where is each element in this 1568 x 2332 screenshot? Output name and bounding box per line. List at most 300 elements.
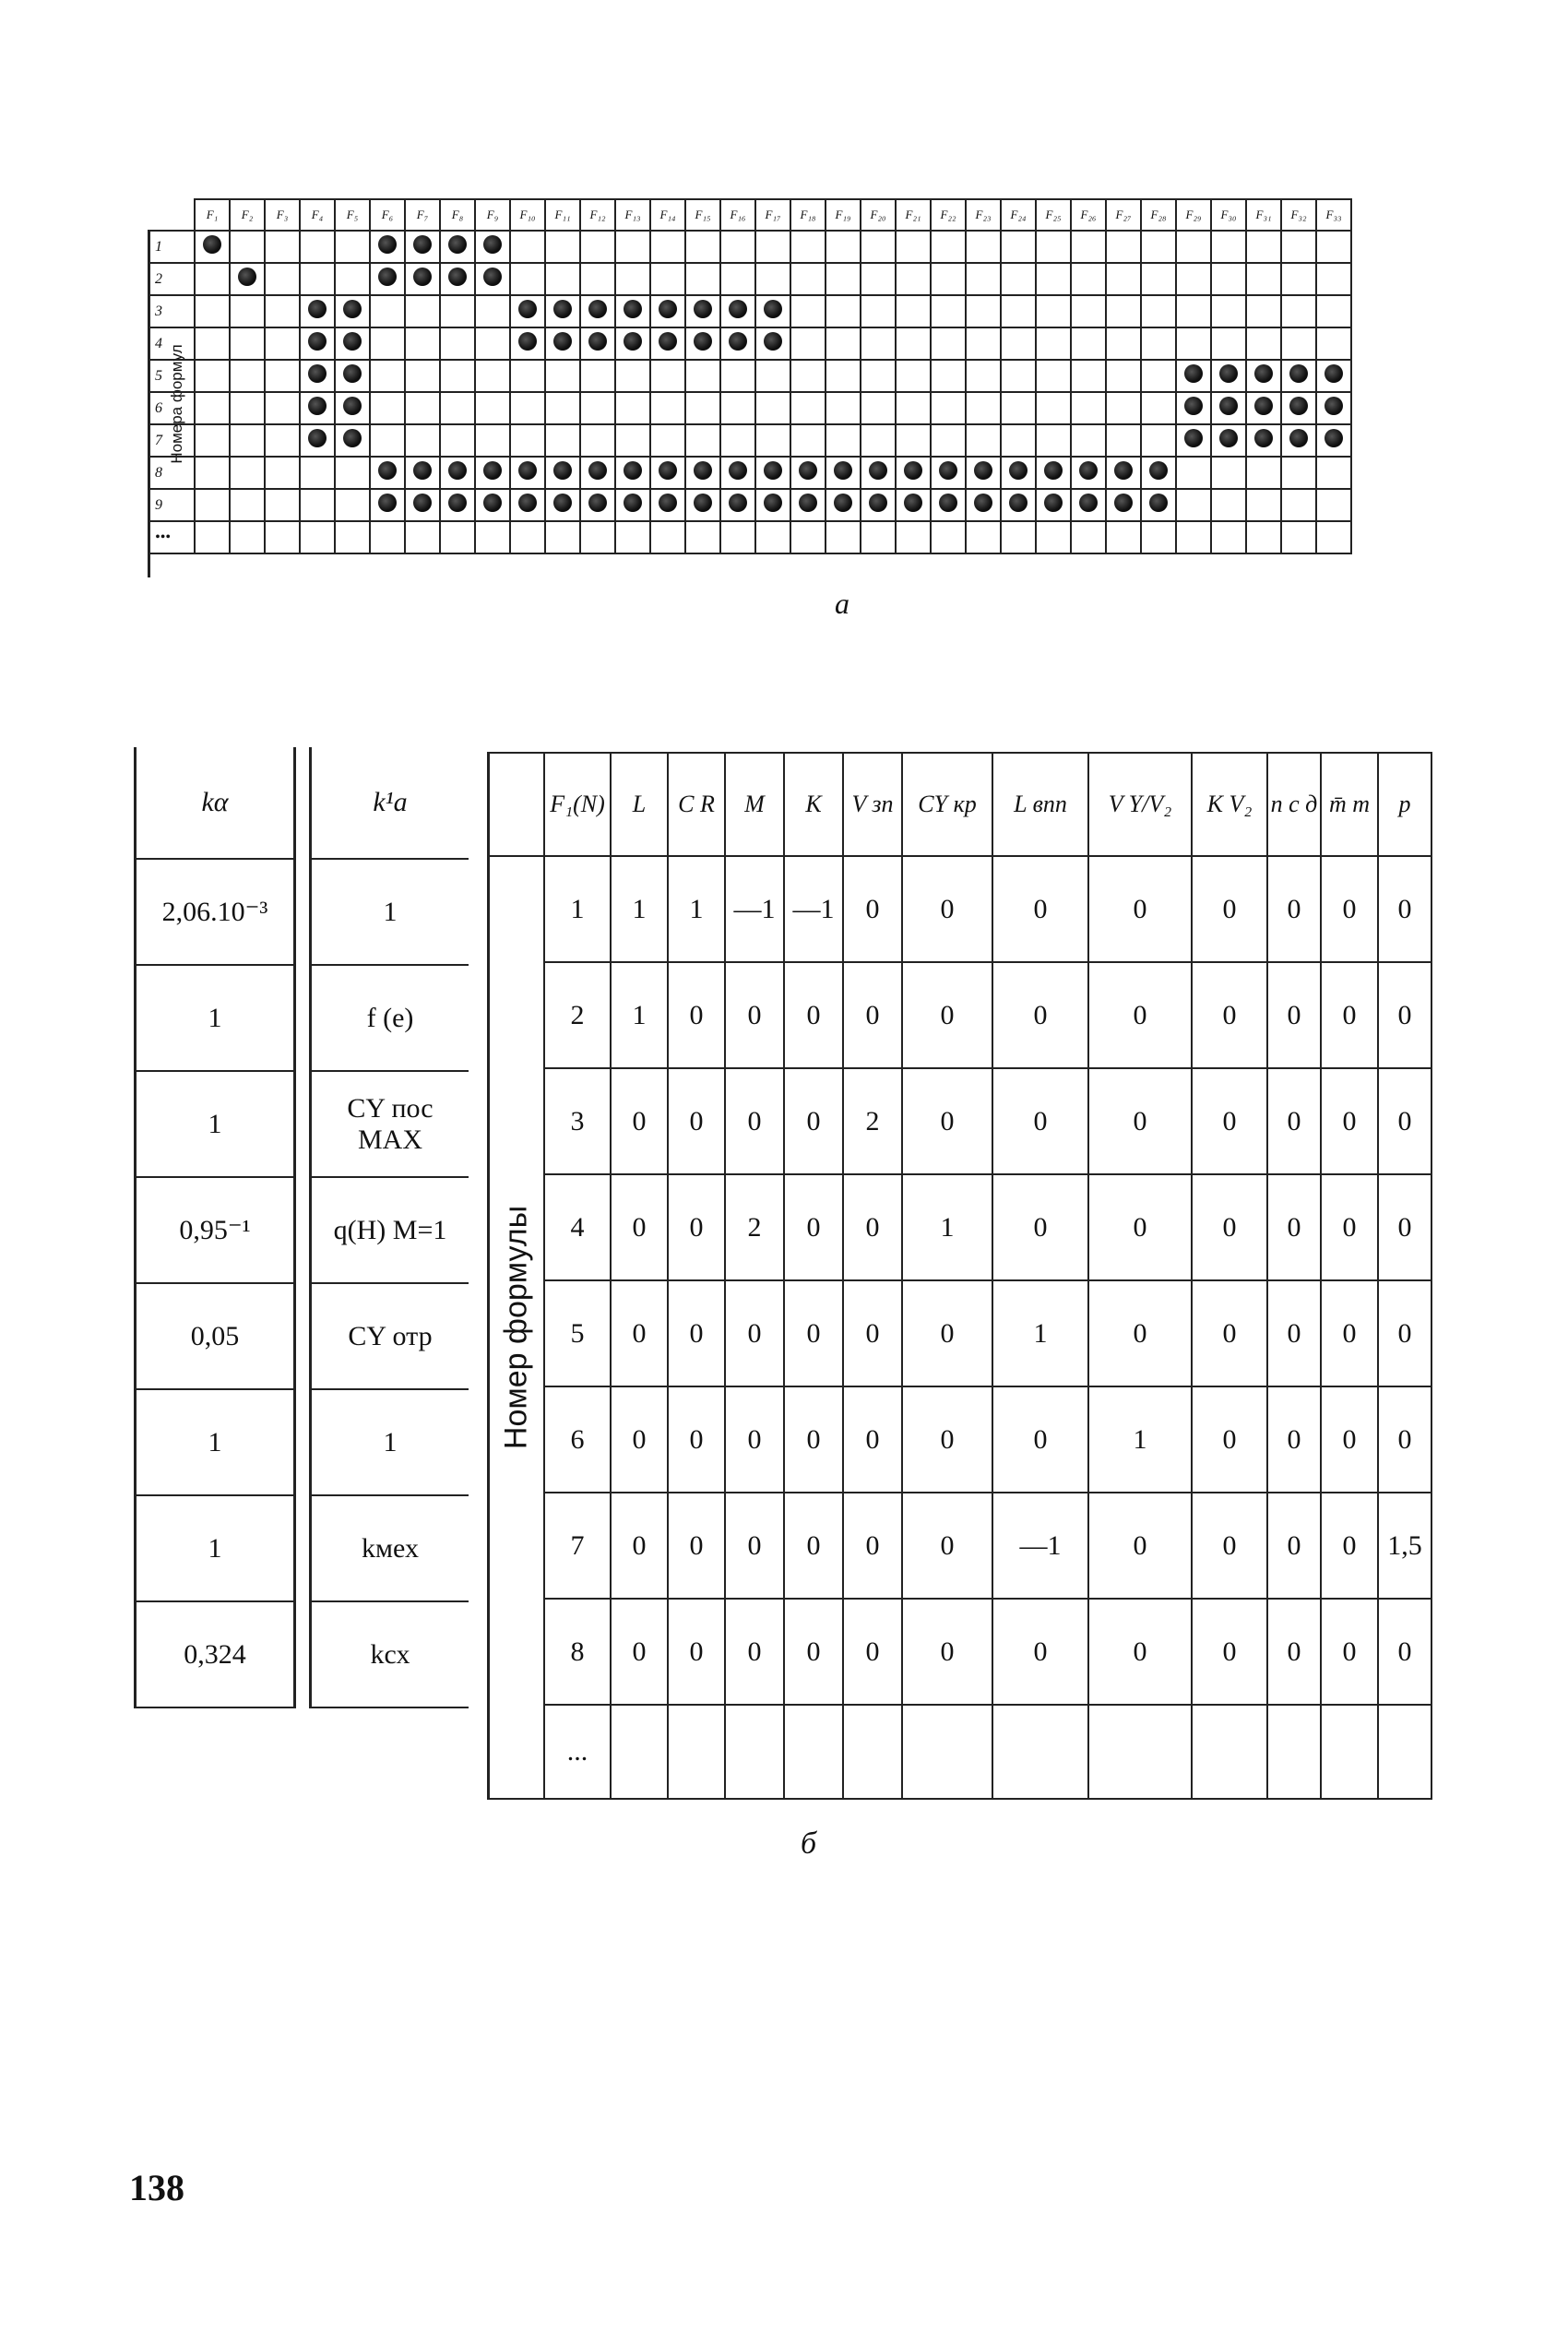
right-table-cell: 0	[725, 1068, 784, 1174]
table-a-cell	[826, 424, 861, 457]
table-a-cell	[300, 424, 335, 457]
filled-circle-icon	[518, 494, 537, 512]
right-table-header-row	[489, 753, 1432, 856]
table-a-cell	[826, 327, 861, 360]
filled-circle-icon	[624, 332, 642, 351]
table-a-col-header: F₂₁	[896, 199, 931, 231]
filled-circle-icon	[553, 461, 572, 480]
table-a-col-header: F₃₁	[1246, 199, 1281, 231]
filled-circle-icon	[1289, 429, 1308, 447]
table-a-col-header: F₇	[405, 199, 440, 231]
left-table-row	[137, 859, 469, 965]
filled-circle-icon	[694, 494, 712, 512]
table-a-cell	[790, 489, 826, 521]
right-table-cell: 0	[843, 1599, 902, 1705]
left-table-row	[137, 1283, 469, 1389]
k-alpha-header: kα	[137, 747, 295, 859]
table-a-cell	[615, 360, 650, 392]
right-table-cell: 0	[843, 962, 902, 1068]
table-a-cell	[966, 231, 1001, 263]
filled-circle-icon	[799, 461, 817, 480]
right-table-cell: 0	[1321, 1068, 1378, 1174]
left-table-row	[137, 1601, 469, 1707]
table-a-cell	[545, 457, 580, 489]
table-a-cell	[405, 263, 440, 295]
table-a-cell	[1316, 457, 1351, 489]
right-table-row	[489, 1599, 1432, 1705]
filled-circle-icon	[764, 332, 782, 351]
right-table-cell: 0	[784, 1599, 843, 1705]
filled-circle-icon	[1184, 364, 1203, 383]
table-a-col-header: F₁₉	[826, 199, 861, 231]
right-table-cell: 0	[843, 1174, 902, 1280]
right-table-cell: 0	[843, 1280, 902, 1386]
table-a-cell	[545, 521, 580, 553]
filled-circle-icon	[1009, 494, 1028, 512]
table-a-cell	[931, 231, 966, 263]
table-a-col-header: F₂₀	[861, 199, 896, 231]
table-a-cell	[896, 521, 931, 553]
table-a-cell	[1211, 360, 1246, 392]
right-table-cell: 0	[992, 1386, 1088, 1493]
table-a-cell	[966, 457, 1001, 489]
table-a-cell	[475, 521, 510, 553]
filled-circle-icon	[588, 332, 607, 351]
table-a-cell	[1141, 295, 1176, 327]
table-a-cell	[335, 263, 370, 295]
table-a-cell	[1176, 392, 1211, 424]
table-a-cell	[1106, 424, 1141, 457]
right-table-cell	[902, 1705, 992, 1799]
table-a-col-header: F₆	[370, 199, 405, 231]
table-a-cell	[896, 263, 931, 295]
right-table-cell: 0	[611, 1280, 668, 1386]
table-a-cell	[475, 457, 510, 489]
table-a-cell	[966, 392, 1001, 424]
table-a-cell	[1246, 392, 1281, 424]
right-table-cell	[1088, 1705, 1192, 1799]
table-a-cell	[475, 489, 510, 521]
table-a-cell	[510, 295, 545, 327]
k-alpha-value: 0,95⁻¹	[137, 1177, 295, 1283]
right-table-cell: 0	[611, 1493, 668, 1599]
table-a-cell	[1141, 263, 1176, 295]
left-table-row	[137, 1177, 469, 1283]
right-table-cell: 0	[843, 856, 902, 962]
table-a-cell	[1071, 489, 1106, 521]
table-a-cell	[1106, 489, 1141, 521]
table-a-cell	[1106, 521, 1141, 553]
right-table-cell: 0	[784, 1493, 843, 1599]
right-table-cell: 0	[1321, 1174, 1378, 1280]
table-a-cell	[545, 392, 580, 424]
table-a-col-header: F₂₃	[966, 199, 1001, 231]
right-table-cell: 0	[784, 1280, 843, 1386]
filled-circle-icon	[588, 461, 607, 480]
filled-circle-icon	[483, 461, 502, 480]
table-a-cell	[790, 392, 826, 424]
right-table-cell: 0	[1378, 1280, 1431, 1386]
table-a-cell	[861, 457, 896, 489]
filled-circle-icon	[448, 494, 467, 512]
table-a-cell	[755, 521, 790, 553]
filled-circle-icon	[1149, 461, 1168, 480]
table-a-cell	[650, 360, 685, 392]
right-table-cell: 0	[725, 1599, 784, 1705]
table-a-cell	[1246, 489, 1281, 521]
filled-circle-icon	[1079, 494, 1098, 512]
k-a-1-value: kсх	[311, 1601, 469, 1707]
table-a-cell	[1281, 521, 1316, 553]
table-a-cell	[440, 327, 475, 360]
table-a-cell	[1281, 360, 1316, 392]
table-a-cell	[826, 392, 861, 424]
table-a-cell	[1281, 327, 1316, 360]
table-a-cell	[650, 521, 685, 553]
table-a-cell	[1036, 295, 1071, 327]
table-a-cell	[580, 392, 615, 424]
table-a-cell	[580, 360, 615, 392]
table-a-row	[148, 231, 1351, 263]
right-table-cell: 0	[1192, 1174, 1267, 1280]
table-a-cell	[440, 231, 475, 263]
k-alpha-value: 1	[137, 1495, 295, 1601]
table-a-cell	[1106, 457, 1141, 489]
table-a-col-header: F₉	[475, 199, 510, 231]
column-divider	[295, 1283, 311, 1389]
filled-circle-icon	[694, 332, 712, 351]
filled-circle-icon	[343, 332, 362, 351]
table-a-row	[148, 424, 1351, 457]
filled-circle-icon	[1114, 494, 1133, 512]
table-a-cell	[195, 489, 230, 521]
table-a-cell	[545, 263, 580, 295]
right-table-row	[489, 1280, 1432, 1386]
right-table-cell: 0	[668, 1068, 725, 1174]
filled-circle-icon	[308, 332, 327, 351]
table-a-cell	[300, 457, 335, 489]
table-a-cell	[1211, 263, 1246, 295]
k-alpha-value: 1	[137, 965, 295, 1071]
table-a-col-header: F₂₂	[931, 199, 966, 231]
table-a-cell	[1071, 392, 1106, 424]
right-exponents-table	[487, 752, 1432, 1800]
table-a-cell	[405, 360, 440, 392]
table-a-cell	[861, 489, 896, 521]
table-a-cell	[545, 327, 580, 360]
table-a-row	[148, 263, 1351, 295]
table-a-cell	[405, 489, 440, 521]
table-a-cell	[896, 489, 931, 521]
table-a-cell	[1281, 295, 1316, 327]
table-a-cell	[1036, 392, 1071, 424]
filled-circle-icon	[413, 494, 432, 512]
k-a-1-value: CY отр	[311, 1283, 469, 1389]
filled-circle-icon	[378, 461, 397, 480]
right-table-col-header: V Y/V₂	[1088, 753, 1192, 856]
table-a-cell	[265, 360, 300, 392]
right-table-cell: 8	[544, 1599, 611, 1705]
right-table-cell: 1	[544, 856, 611, 962]
table-a-cell	[545, 295, 580, 327]
table-a-cell	[685, 295, 720, 327]
right-table-cell: 0	[668, 962, 725, 1068]
table-a-cell	[545, 489, 580, 521]
table-a-cell	[1106, 392, 1141, 424]
table-a-cell	[300, 360, 335, 392]
table-a-corner	[148, 199, 195, 231]
right-table-corner	[489, 753, 545, 856]
table-a-cell	[755, 360, 790, 392]
table-a-cell	[650, 327, 685, 360]
filled-circle-icon	[694, 461, 712, 480]
table-a-cell	[1246, 231, 1281, 263]
table-a-cell	[685, 231, 720, 263]
table-a-cell	[1106, 295, 1141, 327]
table-a-cell	[265, 521, 300, 553]
table-a-cell	[650, 231, 685, 263]
table-a-cell	[1001, 295, 1036, 327]
table-a-cell	[931, 424, 966, 457]
right-table-cell	[1378, 1705, 1431, 1799]
right-table-cell: 0	[1088, 962, 1192, 1068]
table-a-cell	[790, 263, 826, 295]
table-a-cell	[1176, 231, 1211, 263]
table-a-cell	[826, 521, 861, 553]
table-a-cell	[265, 489, 300, 521]
filled-circle-icon	[378, 494, 397, 512]
right-table-row	[489, 856, 1432, 962]
table-a-cell	[195, 392, 230, 424]
filled-circle-icon	[378, 268, 397, 286]
table-a-cell	[580, 327, 615, 360]
right-table-cell: 0	[1267, 1280, 1321, 1386]
table-a-cell	[230, 263, 265, 295]
filled-circle-icon	[624, 461, 642, 480]
right-table-cell: —1	[784, 856, 843, 962]
right-table-cell: 0	[1321, 1386, 1378, 1493]
table-a-cell	[510, 231, 545, 263]
right-table-cell: 0	[668, 1386, 725, 1493]
table-a-cell	[931, 457, 966, 489]
table-a-cell	[966, 489, 1001, 521]
filled-circle-icon	[764, 300, 782, 318]
table-a-header-row	[148, 199, 1351, 231]
table-a-cell	[615, 489, 650, 521]
table-a-row	[148, 360, 1351, 392]
table-a-cell	[931, 327, 966, 360]
table-a-cell	[265, 327, 300, 360]
table-a-cell	[1176, 327, 1211, 360]
table-a-cell	[1246, 263, 1281, 295]
table-a-cell	[1176, 424, 1211, 457]
table-a-cell	[1281, 489, 1316, 521]
table-a-cell	[440, 392, 475, 424]
filled-circle-icon	[1324, 397, 1343, 415]
table-a-cell	[1316, 392, 1351, 424]
right-table-cell	[725, 1705, 784, 1799]
right-table-side-label	[489, 856, 545, 1799]
filled-circle-icon	[1324, 429, 1343, 447]
table-a-cell	[826, 489, 861, 521]
table-a-cell	[966, 424, 1001, 457]
right-table-cell: 0	[784, 1386, 843, 1493]
table-a-cell	[755, 457, 790, 489]
table-a-cell	[1211, 457, 1246, 489]
table-a-cell	[230, 231, 265, 263]
filled-circle-icon	[869, 494, 887, 512]
right-table-cell: 0	[1267, 1493, 1321, 1599]
filled-circle-icon	[974, 461, 992, 480]
table-a-cell	[300, 521, 335, 553]
table-a-cell	[790, 424, 826, 457]
right-table-cell: 0	[1267, 1174, 1321, 1280]
right-table-cell: 0	[725, 1493, 784, 1599]
table-a-col-header: F₄	[300, 199, 335, 231]
right-table-col-header: L	[611, 753, 668, 856]
table-a-cell	[685, 327, 720, 360]
table-a-cell	[545, 231, 580, 263]
filled-circle-icon	[518, 332, 537, 351]
right-table-cell	[668, 1705, 725, 1799]
table-a-cell	[1001, 327, 1036, 360]
table-a-row	[148, 489, 1351, 521]
right-table-cell	[611, 1705, 668, 1799]
table-a-col-header: F₁₈	[790, 199, 826, 231]
column-divider	[295, 1601, 311, 1707]
table-a-row-label: 7	[148, 424, 195, 457]
filled-circle-icon	[483, 494, 502, 512]
filled-circle-icon	[343, 397, 362, 415]
table-a-cell	[1071, 295, 1106, 327]
table-a-cell	[405, 327, 440, 360]
right-table-cell: 0	[1192, 962, 1267, 1068]
table-a-cell	[1176, 521, 1211, 553]
filled-circle-icon	[624, 300, 642, 318]
table-a-cell	[510, 521, 545, 553]
filled-circle-icon	[974, 494, 992, 512]
table-a-cell	[440, 489, 475, 521]
table-a-col-header: F₁₅	[685, 199, 720, 231]
right-table-cell: 0	[1378, 962, 1431, 1068]
table-a-cell	[1211, 295, 1246, 327]
filled-circle-icon	[308, 397, 327, 415]
table-a-row-label: 5	[148, 360, 195, 392]
right-table-cell	[992, 1705, 1088, 1799]
table-a-cell	[1141, 424, 1176, 457]
table-a-cell	[1281, 263, 1316, 295]
table-a-col-header: F₂₉	[1176, 199, 1211, 231]
right-table-cell: 0	[1267, 1599, 1321, 1705]
table-a-cell	[405, 392, 440, 424]
table-a-cell	[1246, 360, 1281, 392]
table-a-cell	[1246, 295, 1281, 327]
right-table-cell: 0	[1321, 1493, 1378, 1599]
table-a-cell	[1281, 231, 1316, 263]
right-table-cell: 0	[843, 1493, 902, 1599]
filled-circle-icon	[764, 494, 782, 512]
table-a-cell	[1316, 295, 1351, 327]
right-table-cell: 0	[1192, 1068, 1267, 1174]
filled-circle-icon	[553, 300, 572, 318]
table-a-cell	[335, 295, 370, 327]
table-a-cell	[755, 295, 790, 327]
table-a-cell	[440, 424, 475, 457]
table-a-cell	[1036, 489, 1071, 521]
right-table-cell: 5	[544, 1280, 611, 1386]
table-a-col-header: F₁₁	[545, 199, 580, 231]
table-a-cell	[720, 424, 755, 457]
right-table-cell: 0	[1321, 962, 1378, 1068]
table-a-cell	[685, 489, 720, 521]
right-table-cell: 0	[1267, 856, 1321, 962]
table-a-cell	[720, 295, 755, 327]
table-a-cell	[580, 457, 615, 489]
right-table-cell: 0	[668, 1280, 725, 1386]
table-a-cell	[615, 327, 650, 360]
right-table-cell: 2	[725, 1174, 784, 1280]
table-a-col-header: F₂₄	[1001, 199, 1036, 231]
table-a-cell	[545, 360, 580, 392]
right-table-cell: 2	[843, 1068, 902, 1174]
table-a-cell	[545, 424, 580, 457]
table-a-row-label: 2	[148, 263, 195, 295]
right-table-cell: 0	[992, 1599, 1088, 1705]
k-alpha-value: 0,324	[137, 1601, 295, 1707]
filled-circle-icon	[1254, 429, 1273, 447]
table-a-cell	[720, 327, 755, 360]
table-a-cell	[1071, 360, 1106, 392]
right-table-cell: 3	[544, 1068, 611, 1174]
right-table-cell: 0	[1267, 1386, 1321, 1493]
table-a-cell	[1176, 295, 1211, 327]
table-a-cell	[861, 327, 896, 360]
right-table-cell: 0	[1192, 1386, 1267, 1493]
table-a-cell	[370, 489, 405, 521]
column-divider	[295, 965, 311, 1071]
table-a-cell	[230, 327, 265, 360]
table-a-cell	[1176, 489, 1211, 521]
table-a-cell	[335, 392, 370, 424]
filled-circle-icon	[588, 300, 607, 318]
right-table-row	[489, 1493, 1432, 1599]
table-a-cell	[475, 360, 510, 392]
table-a-cell	[1316, 360, 1351, 392]
table-a-cell	[1281, 424, 1316, 457]
filled-circle-icon	[343, 364, 362, 383]
table-a-cell	[370, 521, 405, 553]
table-a-cell	[685, 263, 720, 295]
right-table-cell: 0	[668, 1174, 725, 1280]
filled-circle-icon	[588, 494, 607, 512]
table-a-col-header: F₁₆	[720, 199, 755, 231]
filled-circle-icon	[659, 494, 677, 512]
right-table-cell: 1	[1088, 1386, 1192, 1493]
filled-circle-icon	[799, 494, 817, 512]
table-a-cell	[720, 457, 755, 489]
table-a-cell	[475, 327, 510, 360]
table-a-cell	[1001, 360, 1036, 392]
filled-circle-icon	[869, 461, 887, 480]
table-a-side-label: Номера формул	[148, 231, 204, 577]
right-table-cell: 0	[611, 1599, 668, 1705]
column-divider	[295, 1071, 311, 1177]
right-table-col-header: V зп	[843, 753, 902, 856]
table-a-col-header: F₃₀	[1211, 199, 1246, 231]
right-table-cell: 0	[1321, 1599, 1378, 1705]
right-table-cell: 0	[1378, 1174, 1431, 1280]
right-table-cell	[1267, 1705, 1321, 1799]
